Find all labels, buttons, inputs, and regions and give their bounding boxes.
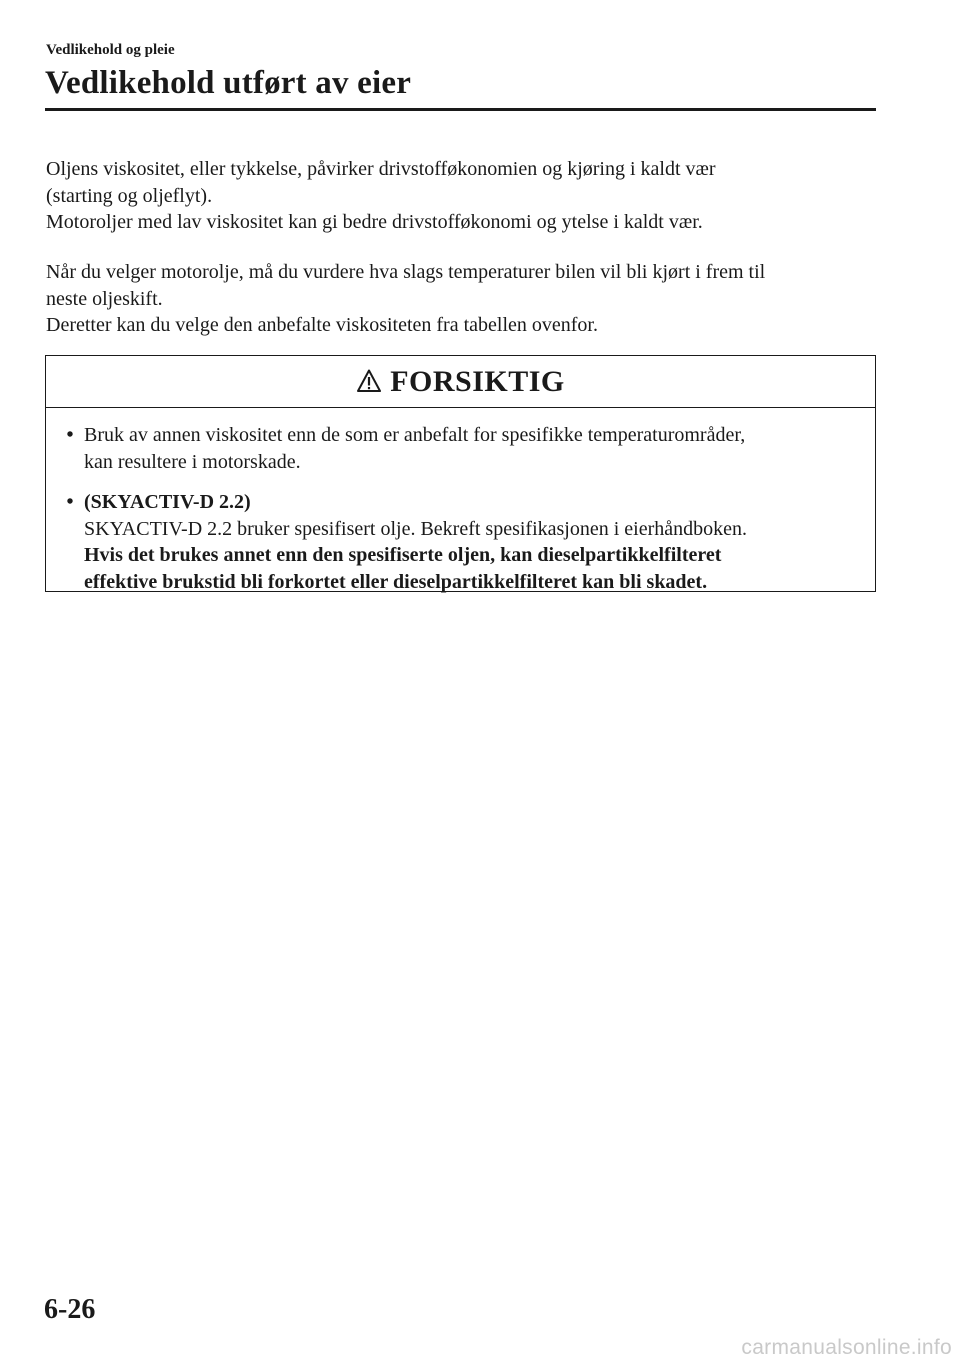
paragraph-line: Deretter kan du velge den anbefalte viskositeten fra tabellen ovenfor. [46, 314, 598, 336]
list-item-text [84, 422, 853, 475]
paragraph-line: Når du velger motorolje, må du vurdere hva slags temperaturer bilen vil bli kjørt i frem til [46, 261, 766, 283]
list-item-line: SKYACTIV-D 2.2 bruker spesifisert olje. Bekreft spesifikasjonen i eierhåndboken. [84, 517, 748, 540]
page-title: Vedlikehold utført av eier [45, 65, 412, 101]
paragraph-line: Motoroljer med lav viskositet kan gi bedre drivstofføkonomi og ytelse i kaldt vær. [46, 211, 703, 233]
warning-triangle-icon [356, 368, 382, 394]
section-label: Vedlikehold og pleie [46, 42, 175, 58]
paragraph-viscosity [46, 156, 878, 236]
paragraph-line: neste oljeskift. [46, 287, 163, 310]
list-item-text [84, 489, 853, 595]
paragraph-choosing-oil [46, 259, 878, 339]
list-item-heading: (SKYACTIV-D 2.2) [84, 491, 251, 513]
list-item-bold-line: effektive brukstid bli forkortet eller dieselpartikkelfilteret kan bli skadet. [84, 570, 708, 593]
page-number: 6-26 [44, 1294, 96, 1325]
list-item-line: kan resultere i motorskade. [84, 450, 301, 473]
list-item [56, 422, 853, 475]
caution-header [46, 356, 875, 408]
title-divider [45, 108, 876, 111]
list-item-line: Bruk av annen viskositet enn de som er anbefalt for spesifikke temperaturområder, [84, 424, 746, 446]
list-item [56, 489, 853, 595]
paragraph-line: (starting og oljeflyt). [46, 184, 213, 207]
caution-box [45, 355, 876, 592]
paragraph-line: Oljens viskositet, eller tykkelse, påvirker drivstofføkonomien og kjøring i kaldt vær [46, 158, 716, 180]
caution-body [46, 408, 875, 595]
bullet-icon: • [66, 491, 74, 513]
caution-title: FORSIKTIG [390, 364, 565, 398]
bullet-icon: • [66, 424, 74, 446]
watermark: carmanualsonline.info [741, 1336, 952, 1359]
list-item-bold-line: Hvis det brukes annet enn den spesifiserte oljen, kan dieselpartikkelfilteret [84, 544, 722, 566]
